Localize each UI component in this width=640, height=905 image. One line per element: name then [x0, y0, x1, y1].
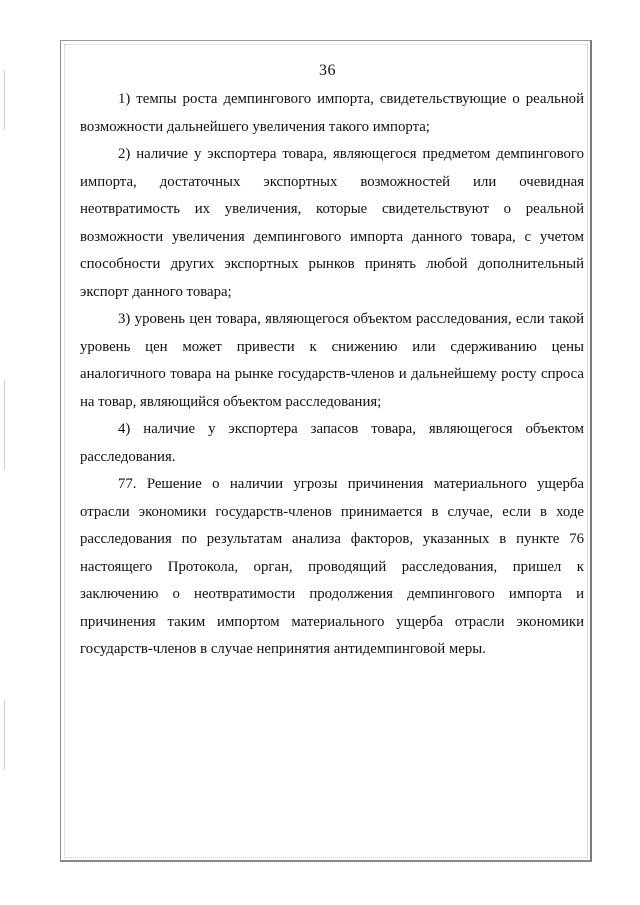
scan-edge-mark	[4, 380, 5, 470]
paragraph-item-4: 4) наличие у экспортера запасов товара, являющегося объектом расследования.	[80, 421, 584, 465]
scan-edge-mark	[4, 700, 5, 770]
paragraph-item-2: 2) наличие у экспортера товара, являющегося предметом демпингового импорта, достаточных экспортных возможностей или очевидная неотвратимость их увеличения, которые свидетельствуют о реальной возможности увеличения демпингового импорта данного товара, с учетом способности других экспортных рынков принять любой дополнительный экспорт данного товара;	[80, 146, 584, 300]
paragraph-item-1: 1) темпы роста демпингового импорта, свидетельствующие о реальной возможности дальнейшего увеличения такого импорта;	[80, 91, 584, 135]
paragraph-77: 77. Решение о наличии угрозы причинения материального ущерба отрасли экономики государств-членов принимается в случае, если в ходе расследования по результатам анализа факторов, указанных в пункте 76 настоящего Протокола, орган, проводящий расследования, пришел к заключению о неотвратимости продолжения демпингового импорта и причинения таким импортом материального ущерба отрасли экономики государств-членов в случае непринятия антидемпинговой меры.	[80, 476, 584, 657]
document-body	[80, 86, 584, 664]
page-number: 36	[319, 62, 336, 79]
paragraph-item-3: 3) уровень цен товара, являющегося объектом расследования, если такой уровень цен может привести к снижению или сдерживанию цены аналогичного товара на рынке государств-членов и дальнейшему росту спроса на товар, являющийся объектом расследования;	[80, 311, 584, 410]
